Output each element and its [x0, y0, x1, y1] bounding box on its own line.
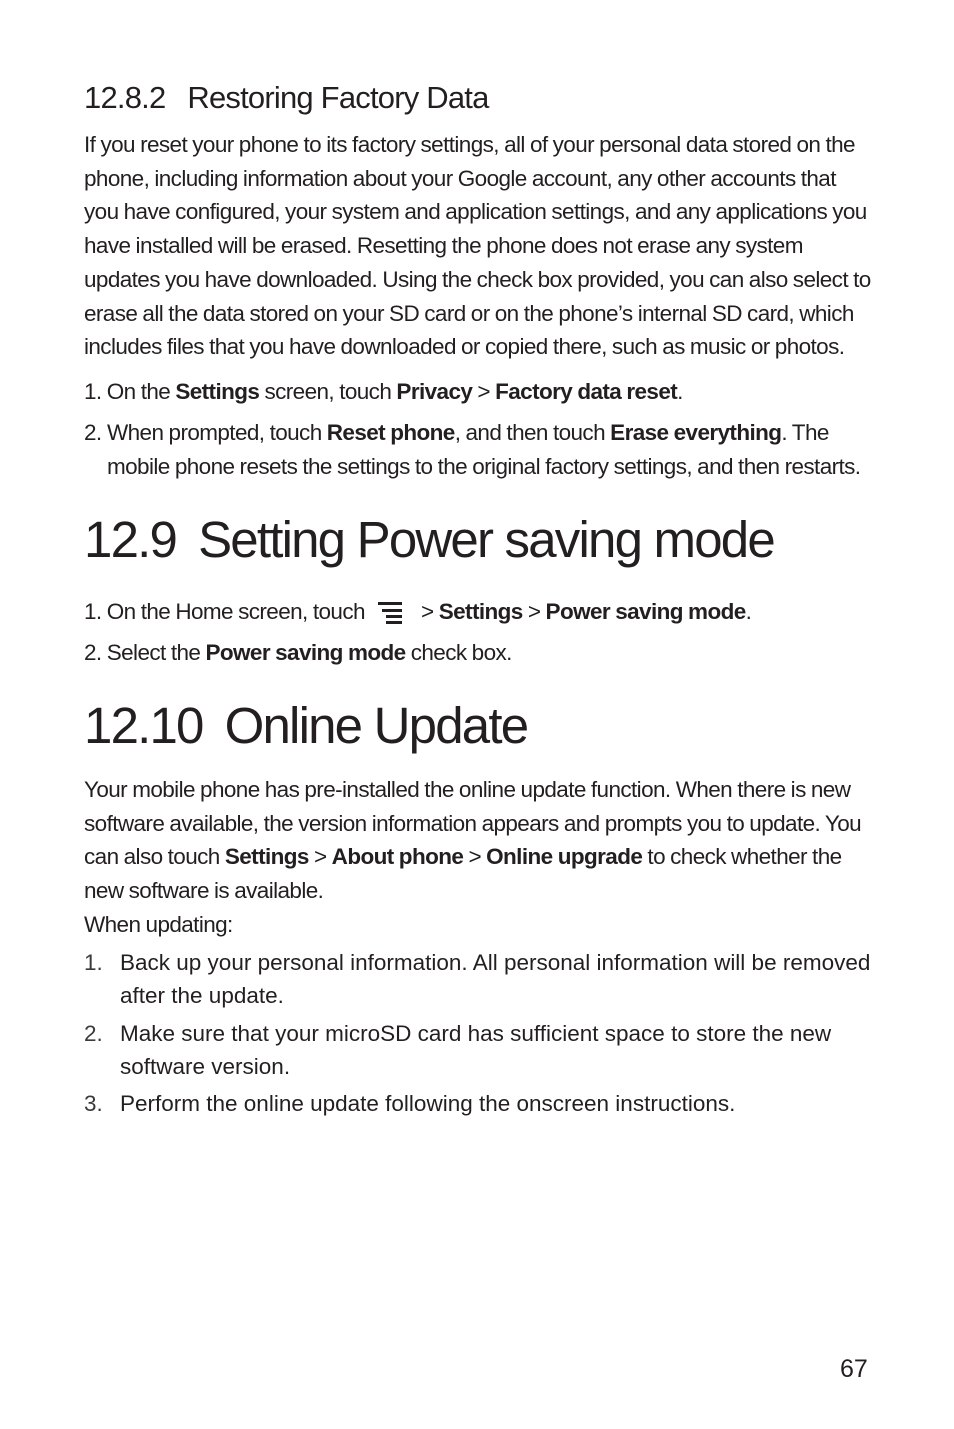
list-text: Back up your personal information. All personal information will be removed after the update.: [120, 950, 871, 1009]
ui-term-power-saving-mode: Power saving mode: [205, 640, 406, 665]
list-text: Perform the online update following the onscreen instructions.: [120, 1091, 736, 1117]
ui-term-erase-everything: Erase everything: [610, 420, 782, 445]
step-text: On the: [106, 379, 176, 404]
step-text: . The mobile phone resets the settings to the original factory settings, and then restarts.: [107, 420, 861, 479]
ui-term-power-saving-mode: Power saving mode: [545, 599, 746, 624]
menu-icon: [378, 601, 404, 623]
section-title: Online Update: [224, 697, 528, 754]
step-text: , and then touch: [454, 420, 611, 445]
ui-term-settings: Settings: [224, 844, 309, 870]
list-number: 2.: [84, 1020, 103, 1046]
section-heading-12-10: [84, 696, 527, 756]
step-text: >: [522, 599, 546, 624]
step-text: >: [472, 379, 496, 404]
body-text: Your mobile phone has pre-installed the online update function. When there is new software available, the version information appears and prompts you to update. You can also touch: [84, 777, 862, 870]
ui-term-factory-data-reset: Factory data reset: [495, 379, 678, 404]
factory-reset-description: If you reset your phone to its factory settings, all of your personal data stored on the phone, including information about your Google account, any other accounts that you have configured, your system and application settings, and any applications you have installed will be erased. Resetting the phone does not erase any system updates you have downloaded. Using the check box provided, you can also select to erase all the data stored on your SD card or on the phone’s internal SD card, which includes files that you have downloaded or copied there, such as music or photos.: [84, 132, 871, 360]
step-text: .: [677, 379, 683, 404]
step-text: >: [415, 599, 439, 624]
section-heading-12-9: [84, 510, 774, 570]
step-text: Select the: [106, 640, 206, 665]
power-saving-step-2: [84, 636, 874, 670]
when-updating-label: When updating:: [84, 911, 233, 937]
ui-term-settings: Settings: [438, 599, 523, 624]
step-number: 1.: [84, 599, 102, 624]
section-number: 12.9: [84, 511, 177, 568]
power-saving-step-1: [84, 595, 874, 629]
section-number: 12.10: [84, 697, 203, 754]
ui-term-settings: Settings: [175, 379, 260, 404]
step-number: 1.: [84, 379, 102, 404]
list-number: 3.: [84, 1091, 103, 1117]
step-text: check box.: [405, 640, 512, 665]
online-update-description: [84, 773, 874, 942]
step-number: 2.: [84, 420, 102, 445]
list-number: 1.: [84, 950, 103, 975]
section-heading-12-8-2: [84, 78, 489, 118]
list-item: [84, 1087, 874, 1120]
page-number: 67: [840, 1355, 868, 1383]
factory-reset-step-2: [84, 416, 874, 484]
list-item: [84, 946, 874, 1013]
step-text: .: [745, 599, 752, 624]
section-title: Setting Power saving mode: [198, 511, 774, 568]
body-text: >: [463, 844, 487, 870]
step-number: 2.: [84, 640, 102, 665]
step-text: screen, touch: [259, 379, 397, 404]
update-steps-list: [84, 946, 874, 1124]
section-title: Restoring Factory Data: [187, 80, 489, 115]
ui-term-privacy: Privacy: [396, 379, 473, 404]
section-number: 12.8.2: [84, 80, 166, 115]
step-text: On the Home screen, touch: [106, 599, 365, 624]
factory-reset-step-1: [84, 375, 874, 409]
body-text: to check whether the new software is available.: [84, 844, 842, 904]
body-text: >: [308, 844, 332, 870]
list-text: Make sure that your microSD card has sufficient space to store the new software version.: [120, 1020, 832, 1079]
ui-term-online-upgrade: Online upgrade: [486, 844, 643, 870]
ui-term-reset-phone: Reset phone: [326, 420, 455, 445]
list-item: [84, 1017, 874, 1084]
step-text: When prompted, touch: [107, 420, 327, 445]
ui-term-about-phone: About phone: [331, 844, 464, 870]
